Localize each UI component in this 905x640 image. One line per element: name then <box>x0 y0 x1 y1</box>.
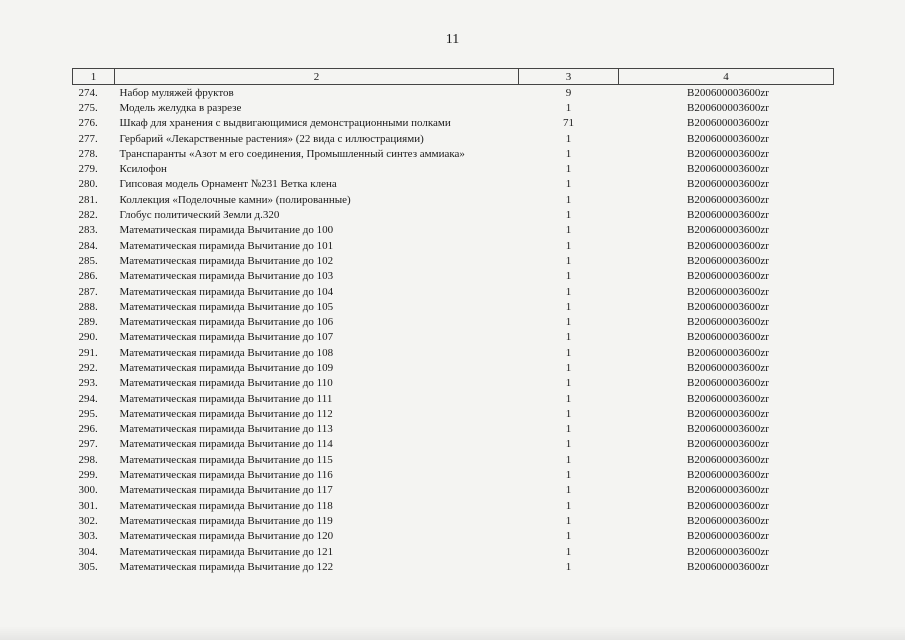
column-header-4: 4 <box>619 69 834 85</box>
item-quantity: 1 <box>565 101 572 114</box>
table-row <box>73 192 834 207</box>
item-quantity: 1 <box>565 300 572 313</box>
inventory-code: B200600003600zr <box>687 514 769 527</box>
item-name: Математическая пирамида Вычитание до 113 <box>119 423 333 436</box>
item-name: Математическая пирамида Вычитание до 118 <box>119 499 333 512</box>
inventory-code: B200600003600zr <box>687 361 769 374</box>
item-name: Модель желудка в разрезе <box>119 101 242 114</box>
row-number: 291. <box>78 346 98 359</box>
item-name: Математическая пирамида Вычитание до 112 <box>119 407 333 420</box>
inventory-code: B200600003600zr <box>687 423 769 436</box>
table-row <box>73 161 834 176</box>
item-quantity: 71 <box>563 117 574 130</box>
inventory-code: B200600003600zr <box>687 530 769 543</box>
item-name: Математическая пирамида Вычитание до 103 <box>119 270 334 283</box>
inventory-code: B200600003600zr <box>687 117 769 130</box>
item-name: Математическая пирамида Вычитание до 102 <box>119 254 334 267</box>
table-row <box>73 269 834 284</box>
row-number: 288. <box>78 300 98 313</box>
inventory-code: B200600003600zr <box>687 545 769 558</box>
item-quantity: 1 <box>565 560 572 573</box>
item-name: Математическая пирамида Вычитание до 110 <box>119 377 333 390</box>
item-name: Гипсовая модель Орнамент №231 Ветка клена <box>119 178 337 191</box>
inventory-code: B200600003600zr <box>687 499 769 512</box>
table-row <box>73 100 834 115</box>
row-number: 278. <box>78 147 98 160</box>
scan-shadow <box>0 626 905 640</box>
row-number: 284. <box>78 239 98 252</box>
table-header <box>73 69 834 85</box>
inventory-table <box>72 68 834 575</box>
item-name: Математическая пирамида Вычитание до 114 <box>119 438 333 451</box>
inventory-code: B200600003600zr <box>687 484 769 497</box>
row-number: 296. <box>78 423 98 436</box>
item-name: Математическая пирамида Вычитание до 105 <box>119 300 334 313</box>
table-row <box>73 391 834 406</box>
item-quantity: 1 <box>565 530 572 543</box>
row-number: 298. <box>78 453 98 466</box>
row-number: 299. <box>78 469 98 482</box>
item-quantity: 1 <box>565 163 572 176</box>
item-name: Математическая пирамида Вычитание до 107 <box>119 331 334 344</box>
inventory-code: B200600003600zr <box>687 469 769 482</box>
item-quantity: 1 <box>565 270 572 283</box>
item-name: Ксилофон <box>119 163 167 176</box>
table-row <box>73 406 834 421</box>
inventory-code: B200600003600zr <box>687 224 769 237</box>
inventory-code: B200600003600zr <box>687 285 769 298</box>
item-quantity: 1 <box>565 361 572 374</box>
row-number: 292. <box>78 361 98 374</box>
inventory-code: B200600003600zr <box>687 438 769 451</box>
item-quantity: 1 <box>565 438 572 451</box>
item-quantity: 1 <box>565 316 572 329</box>
item-name: Глобус политический Земли д.320 <box>119 209 280 222</box>
item-name: Шкаф для хранения с выдвигающимися демонстрационными полками <box>119 117 451 130</box>
inventory-code: B200600003600zr <box>687 209 769 222</box>
inventory-code: B200600003600zr <box>687 163 769 176</box>
row-number: 285. <box>78 254 98 267</box>
inventory-code: B200600003600zr <box>687 147 769 160</box>
item-quantity: 1 <box>565 331 572 344</box>
table-row <box>73 513 834 528</box>
table-row <box>73 529 834 544</box>
inventory-code: B200600003600zr <box>687 377 769 390</box>
item-quantity: 1 <box>565 132 572 145</box>
item-name: Коллекция «Поделочные камни» (полированные) <box>119 193 351 206</box>
table-row <box>73 146 834 161</box>
table-row <box>73 207 834 222</box>
table-row <box>73 360 834 375</box>
table-row <box>73 223 834 238</box>
table-row <box>73 238 834 253</box>
inventory-code: B200600003600zr <box>687 270 769 283</box>
item-quantity: 1 <box>565 346 572 359</box>
row-number: 276. <box>78 117 98 130</box>
inventory-code: B200600003600zr <box>687 392 769 405</box>
item-name: Математическая пирамида Вычитание до 111 <box>119 392 333 405</box>
item-name: Математическая пирамида Вычитание до 120 <box>119 530 334 543</box>
row-number: 281. <box>78 193 98 206</box>
row-number: 297. <box>78 438 98 451</box>
row-number: 287. <box>78 285 98 298</box>
row-number: 289. <box>78 316 98 329</box>
row-number: 294. <box>78 392 98 405</box>
row-number: 277. <box>78 132 98 145</box>
inventory-code: B200600003600zr <box>687 346 769 359</box>
item-quantity: 1 <box>565 239 572 252</box>
item-quantity: 1 <box>565 178 572 191</box>
item-quantity: 1 <box>565 147 572 160</box>
item-quantity: 1 <box>565 193 572 206</box>
table-row <box>73 345 834 360</box>
row-number: 275. <box>78 101 98 114</box>
inventory-code: B200600003600zr <box>687 239 769 252</box>
table-row <box>73 376 834 391</box>
inventory-code: B200600003600zr <box>687 193 769 206</box>
column-header-3: 3 <box>519 69 619 85</box>
inventory-code: B200600003600zr <box>687 254 769 267</box>
item-name: Набор муляжей фруктов <box>119 86 234 99</box>
item-name: Математическая пирамида Вычитание до 109 <box>119 361 334 374</box>
table-row <box>73 116 834 131</box>
item-quantity: 9 <box>565 86 572 99</box>
row-number: 293. <box>78 377 98 390</box>
inventory-code: B200600003600zr <box>687 101 769 114</box>
item-quantity: 1 <box>565 407 572 420</box>
column-header-1: 1 <box>73 69 115 85</box>
inventory-code: B200600003600zr <box>687 316 769 329</box>
item-quantity: 1 <box>565 545 572 558</box>
table-row <box>73 559 834 574</box>
table-row <box>73 437 834 452</box>
table-row <box>73 467 834 482</box>
item-name: Математическая пирамида Вычитание до 106 <box>119 316 334 329</box>
row-number: 274. <box>78 86 98 99</box>
row-number: 300. <box>78 484 98 497</box>
item-quantity: 1 <box>565 377 572 390</box>
row-number: 302. <box>78 514 98 527</box>
item-quantity: 1 <box>565 254 572 267</box>
item-name: Математическая пирамида Вычитание до 101 <box>119 239 334 252</box>
table-body <box>73 85 834 575</box>
item-quantity: 1 <box>565 392 572 405</box>
table-row <box>73 85 834 101</box>
table-row <box>73 131 834 146</box>
inventory-code: B200600003600zr <box>687 300 769 313</box>
row-number: 286. <box>78 270 98 283</box>
item-name: Гербарий «Лекарственные растения» (22 вида с иллюстрациями) <box>119 132 424 145</box>
item-quantity: 1 <box>565 209 572 222</box>
item-name: Математическая пирамида Вычитание до 108 <box>119 346 334 359</box>
column-header-2: 2 <box>115 69 519 85</box>
item-quantity: 1 <box>565 514 572 527</box>
table-row <box>73 498 834 513</box>
table-row <box>73 284 834 299</box>
item-name: Математическая пирамида Вычитание до 100 <box>119 224 334 237</box>
item-quantity: 1 <box>565 423 572 436</box>
inventory-code: B200600003600zr <box>687 132 769 145</box>
row-number: 282. <box>78 209 98 222</box>
row-number: 280. <box>78 178 98 191</box>
table-row <box>73 483 834 498</box>
item-name: Транспаранты «Азот м его соединения, Промышленный синтез аммиака» <box>119 147 465 160</box>
inventory-code: B200600003600zr <box>687 453 769 466</box>
item-name: Математическая пирамида Вычитание до 104 <box>119 285 334 298</box>
inventory-sheet <box>72 68 833 575</box>
inventory-code: B200600003600zr <box>687 407 769 420</box>
row-number: 304. <box>78 545 98 558</box>
header-row <box>73 69 834 85</box>
table-row <box>73 299 834 314</box>
table-row <box>73 314 834 329</box>
item-name: Математическая пирамида Вычитание до 121 <box>119 545 334 558</box>
row-number: 279. <box>78 163 98 176</box>
table-row <box>73 544 834 559</box>
row-number: 283. <box>78 224 98 237</box>
row-number: 303. <box>78 530 98 543</box>
inventory-code: B200600003600zr <box>687 86 769 99</box>
inventory-code: B200600003600zr <box>687 560 769 573</box>
table-row <box>73 177 834 192</box>
item-name: Математическая пирамида Вычитание до 116 <box>119 469 333 482</box>
row-number: 305. <box>78 560 98 573</box>
inventory-code: B200600003600zr <box>687 331 769 344</box>
row-number: 295. <box>78 407 98 420</box>
row-number: 301. <box>78 499 98 512</box>
item-quantity: 1 <box>565 285 572 298</box>
inventory-code: B200600003600zr <box>687 178 769 191</box>
item-name: Математическая пирамида Вычитание до 115 <box>119 453 333 466</box>
item-name: Математическая пирамида Вычитание до 122 <box>119 560 334 573</box>
item-name: Математическая пирамида Вычитание до 117 <box>119 484 333 497</box>
page-number: 11 <box>445 32 460 47</box>
item-quantity: 1 <box>565 453 572 466</box>
row-number: 290. <box>78 331 98 344</box>
item-quantity: 1 <box>565 484 572 497</box>
table-row <box>73 330 834 345</box>
item-quantity: 1 <box>565 224 572 237</box>
table-row <box>73 253 834 268</box>
table-row <box>73 422 834 437</box>
item-quantity: 1 <box>565 499 572 512</box>
table-row <box>73 452 834 467</box>
item-quantity: 1 <box>565 469 572 482</box>
item-name: Математическая пирамида Вычитание до 119 <box>119 514 333 527</box>
